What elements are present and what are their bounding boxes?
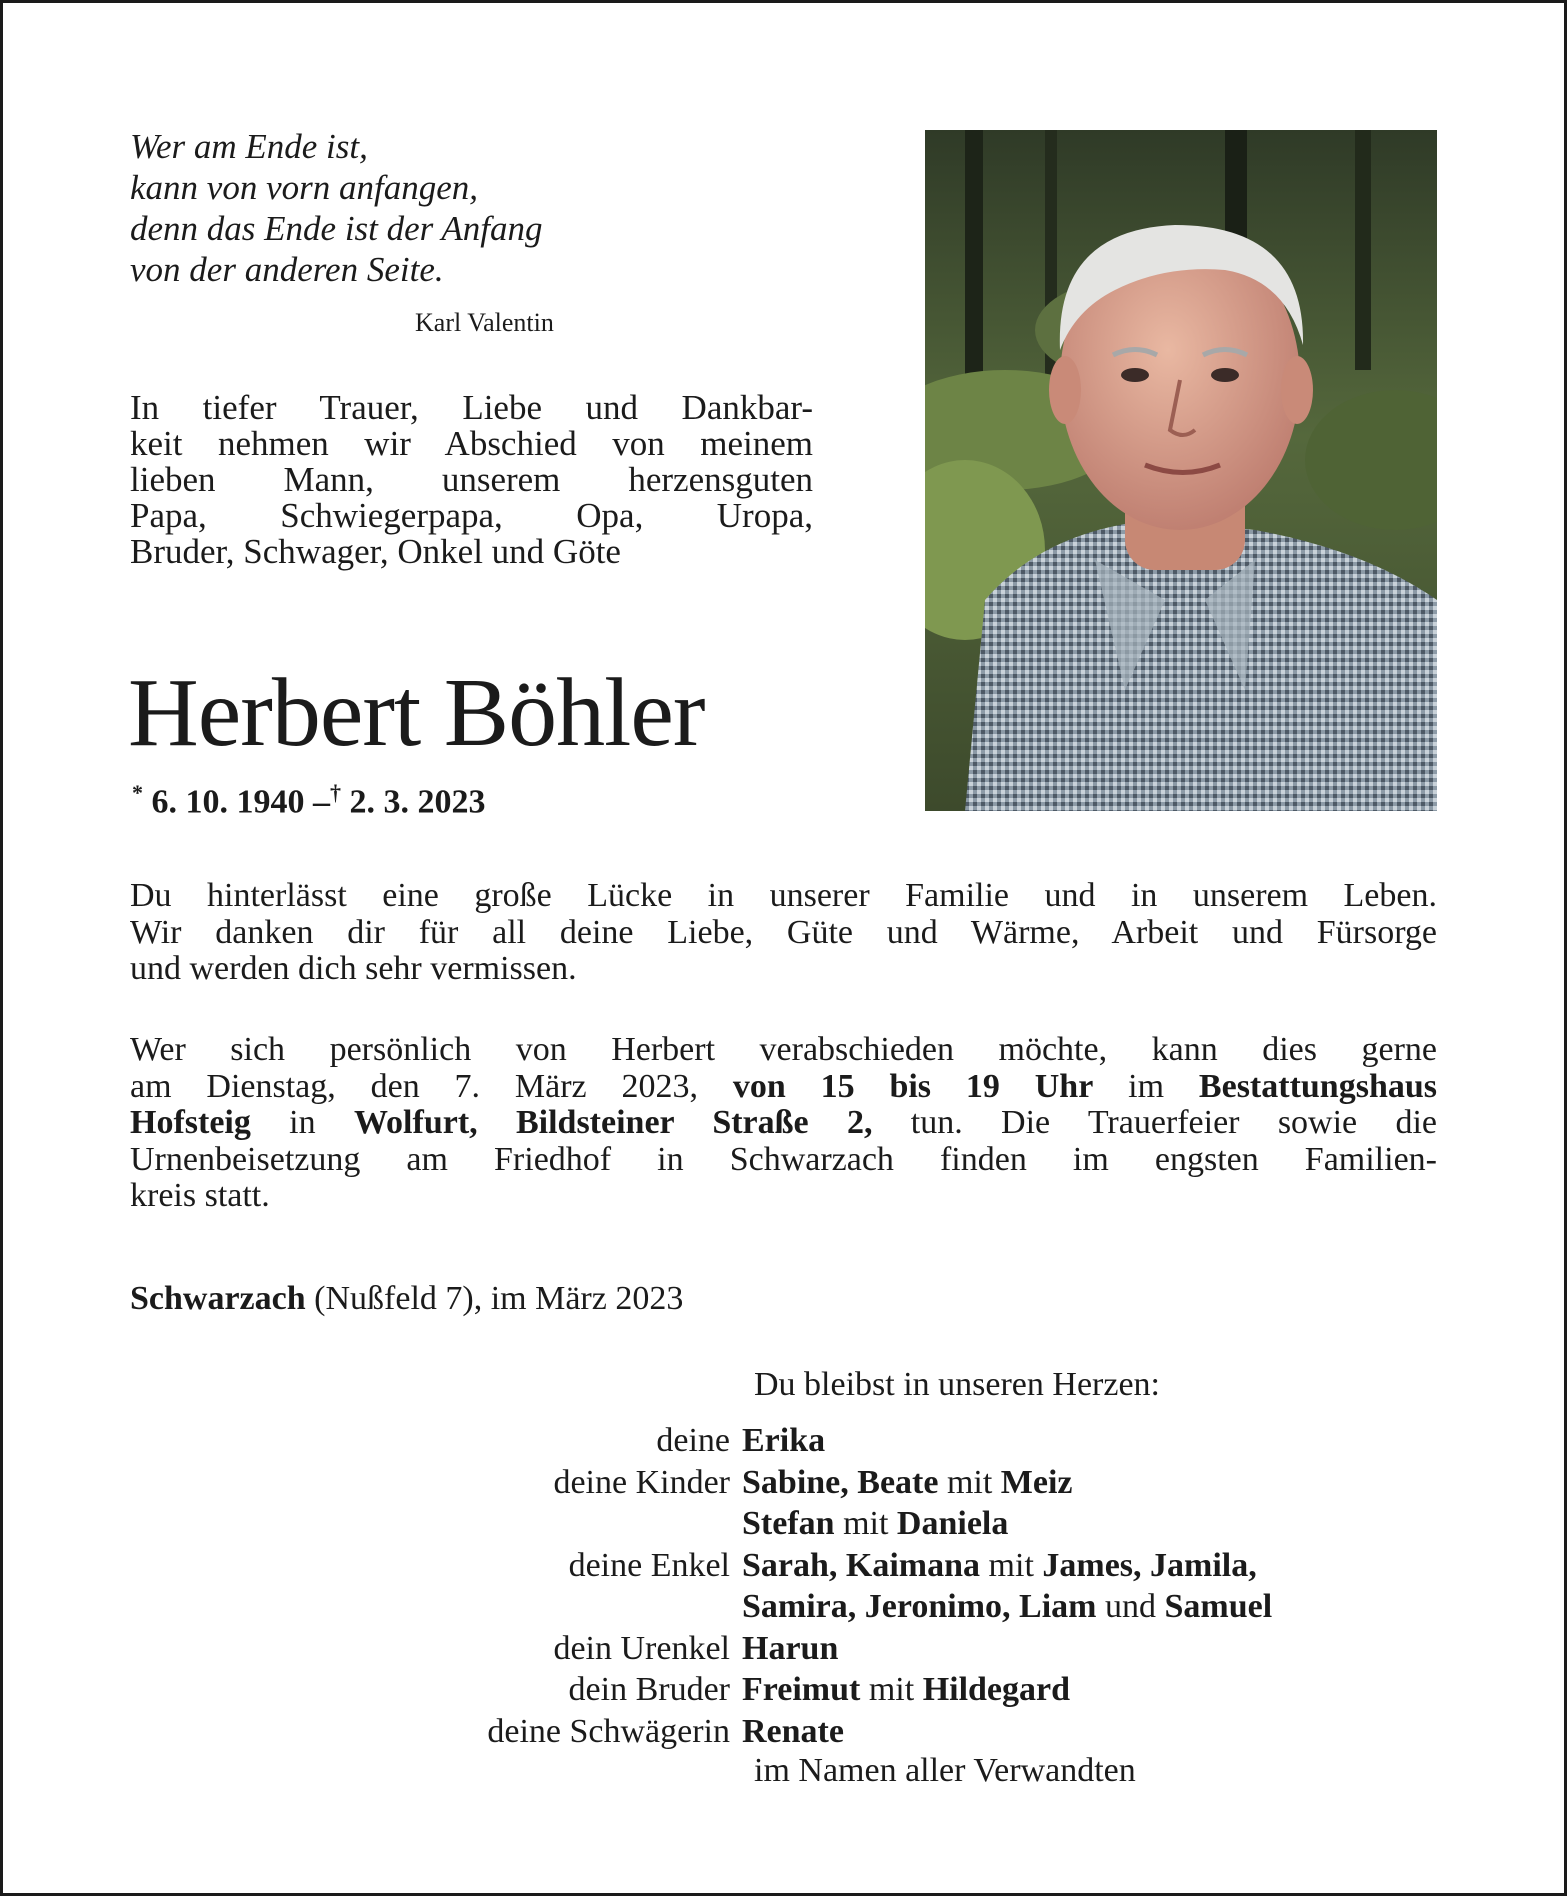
family-relation: deine bbox=[656, 1422, 730, 1459]
intro-line: Bruder, Schwager, Onkel und Göte bbox=[130, 532, 621, 571]
closing-line: Du bleibst in unseren Herzen: bbox=[754, 1366, 1160, 1403]
date-dash: – bbox=[313, 783, 330, 821]
signoff: im Namen aller Verwandten bbox=[754, 1752, 1136, 1789]
place-town: Schwarzach bbox=[130, 1280, 306, 1317]
family-connector: mit bbox=[834, 1505, 897, 1542]
family-row bbox=[300, 1545, 1450, 1587]
family-member-name: Meiz bbox=[1000, 1463, 1073, 1501]
family-connector: mit bbox=[980, 1546, 1043, 1584]
family-names bbox=[742, 1503, 1450, 1545]
family-member-name: Freimut bbox=[742, 1671, 861, 1708]
paragraph-line: kreis statt. bbox=[130, 1177, 270, 1214]
text-run: tun. Die Trauerfeier sowie die bbox=[872, 1104, 1437, 1141]
family-row bbox=[300, 1503, 1450, 1545]
funeral-home: Bestattungshaus bbox=[1198, 1067, 1437, 1105]
intro-line: lieben Mann, unserem herzensguten bbox=[130, 460, 813, 499]
quote-author: Karl Valentin bbox=[415, 308, 554, 337]
family-relation: dein Bruder bbox=[568, 1671, 730, 1708]
place-date bbox=[130, 1280, 683, 1318]
quote-line: von der anderen Seite. bbox=[130, 250, 444, 289]
life-dates bbox=[132, 780, 486, 821]
intro-text bbox=[130, 390, 813, 570]
funeral-home-address: Wolfurt, Bildsteiner Straße 2, bbox=[353, 1104, 873, 1141]
farewell-paragraph bbox=[130, 878, 1437, 988]
family-member-name: Hildegard bbox=[922, 1671, 1071, 1708]
portrait-photo bbox=[925, 130, 1437, 811]
family-names bbox=[742, 1462, 1450, 1504]
text-run: in bbox=[250, 1104, 354, 1141]
family-row bbox=[300, 1628, 1450, 1670]
quote-line: Wer am Ende ist, bbox=[130, 127, 368, 166]
place-rest: (Nußfeld 7), im März 2023 bbox=[305, 1280, 684, 1317]
family-member-name: Stefan bbox=[742, 1505, 835, 1542]
family-relation: dein Urenkel bbox=[553, 1629, 730, 1667]
paragraph-line: Du hinterlässt eine große Lücke in unserer Familie und in unserem Leben. bbox=[130, 877, 1437, 914]
family-member-name: Renate bbox=[742, 1712, 844, 1750]
family-row bbox=[300, 1420, 1450, 1462]
death-date: 2. 3. 2023 bbox=[349, 783, 486, 821]
family-member-name: Sabine, Beate bbox=[742, 1463, 939, 1501]
quote bbox=[130, 126, 650, 290]
paragraph-line bbox=[130, 1069, 1437, 1106]
text-run: im bbox=[1093, 1067, 1199, 1105]
birth-symbol: * bbox=[132, 780, 143, 805]
family-member-name: James, Jamila, bbox=[1042, 1546, 1257, 1584]
family-relation: deine Kinder bbox=[553, 1463, 730, 1501]
family-relation: deine Enkel bbox=[568, 1546, 730, 1584]
family-member-name: Samira, Jeronimo, Liam bbox=[742, 1588, 1097, 1625]
quote-line: denn das Ende ist der Anfang bbox=[130, 209, 543, 248]
funeral-home-name: Hofsteig bbox=[130, 1104, 251, 1141]
family-names bbox=[742, 1586, 1450, 1628]
family-relation bbox=[300, 1503, 742, 1545]
paragraph-line bbox=[130, 1105, 1437, 1142]
family-row bbox=[300, 1669, 1450, 1711]
family-row bbox=[300, 1711, 1450, 1753]
family-names bbox=[742, 1669, 1450, 1711]
family-names bbox=[742, 1711, 1450, 1753]
family-relation: deine Schwägerin bbox=[487, 1712, 730, 1750]
family-member-name: Samuel bbox=[1164, 1588, 1273, 1625]
family-connector: mit bbox=[938, 1463, 1001, 1501]
viewing-paragraph bbox=[130, 1032, 1437, 1215]
birth-date: 6. 10. 1940 bbox=[151, 783, 305, 821]
text-run: am Dienstag, den 7. März 2023, bbox=[130, 1067, 733, 1105]
intro-line: In tiefer Trauer, Liebe und Dankbar- bbox=[130, 388, 813, 427]
family-relation bbox=[300, 1586, 742, 1628]
family-list bbox=[300, 1420, 1450, 1752]
quote-line: kann von vorn anfangen, bbox=[130, 168, 478, 207]
family-names bbox=[742, 1628, 1450, 1670]
paragraph-line: und werden dich sehr vermissen. bbox=[130, 950, 577, 987]
family-member-name: Sarah, Kaimana bbox=[742, 1546, 981, 1584]
family-names bbox=[742, 1420, 1450, 1462]
family-names bbox=[742, 1545, 1450, 1587]
family-row bbox=[300, 1586, 1450, 1628]
family-row bbox=[300, 1462, 1450, 1504]
death-symbol: † bbox=[330, 780, 341, 805]
paragraph-line: Urnenbeisetzung am Friedhof in Schwarzach finden im engsten Familien- bbox=[130, 1140, 1437, 1178]
intro-line: keit nehmen wir Abschied von meinem bbox=[130, 424, 813, 463]
paragraph-line: Wir danken dir für all deine Liebe, Güte und Wärme, Arbeit und Fürsorge bbox=[130, 913, 1437, 951]
family-member-name: Daniela bbox=[896, 1505, 1009, 1542]
intro-line: Papa, Schwiegerpapa, Opa, Uropa, bbox=[130, 496, 813, 535]
family-member-name: Erika bbox=[742, 1422, 826, 1459]
portrait-photo-icon bbox=[925, 130, 1437, 811]
paragraph-line: Wer sich persönlich von Herbert verabschieden möchte, kann dies gerne bbox=[130, 1031, 1437, 1068]
deceased-name: Herbert Böhler bbox=[128, 659, 705, 767]
family-connector: mit bbox=[860, 1671, 923, 1708]
viewing-time: von 15 bis 19 Uhr bbox=[732, 1067, 1094, 1105]
family-connector: und bbox=[1096, 1588, 1165, 1625]
family-member-name: Harun bbox=[742, 1629, 839, 1667]
